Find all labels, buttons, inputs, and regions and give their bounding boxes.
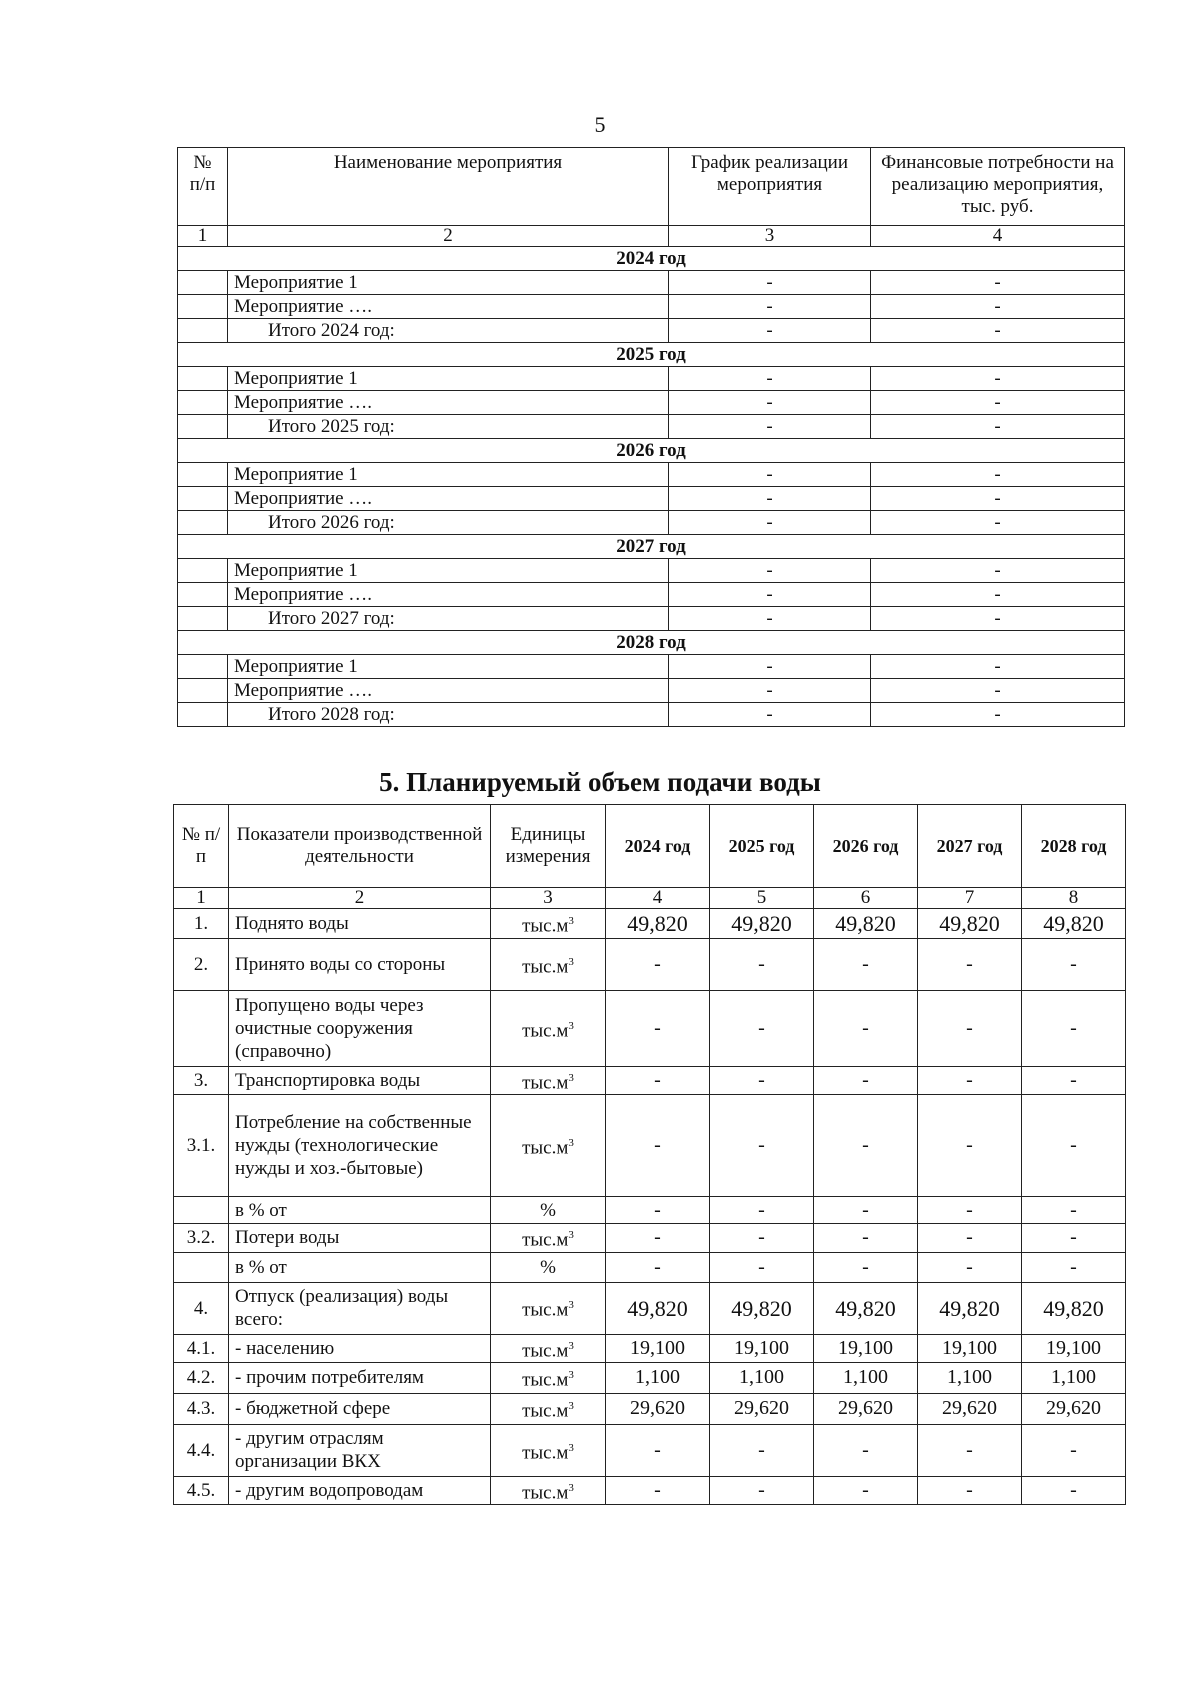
unit-superscript: 3	[568, 1229, 574, 1242]
schedule-value: -	[669, 463, 871, 487]
value-2028: -	[1022, 1424, 1126, 1476]
value-2025: -	[710, 1476, 814, 1504]
table-row	[178, 415, 1125, 439]
value-2028: 29,620	[1022, 1393, 1126, 1424]
finance-value: -	[871, 703, 1125, 727]
unit-cell	[491, 909, 606, 939]
value-2026: 19,100	[814, 1334, 918, 1362]
unit-cell	[491, 1476, 606, 1504]
value-2027: -	[918, 1224, 1022, 1252]
value-2026: 29,620	[814, 1393, 918, 1424]
activity-name: Итого 2028 год:	[228, 703, 669, 727]
table-row	[174, 991, 1126, 1067]
table-row	[178, 391, 1125, 415]
year-label: 2025 год	[178, 343, 1125, 367]
value-2025: -	[710, 1252, 814, 1282]
unit-cell	[491, 1393, 606, 1424]
row-index: 1.	[174, 909, 229, 939]
year-row	[178, 247, 1125, 271]
indicator-name: Поднято воды	[229, 909, 491, 939]
activity-name: Мероприятие ….	[228, 679, 669, 703]
table-row	[178, 463, 1125, 487]
row-number	[178, 319, 228, 343]
section-title: 5. Планируемый объем подачи воды	[379, 767, 821, 797]
table-row	[178, 607, 1125, 631]
table-row	[174, 1424, 1126, 1476]
schedule-value: -	[669, 415, 871, 439]
schedule-value: -	[669, 295, 871, 319]
value-2027: -	[918, 1424, 1022, 1476]
unit-base: тыс.м	[522, 1442, 569, 1464]
activity-name: Мероприятие 1	[228, 271, 669, 295]
value-2025: -	[710, 939, 814, 991]
value-2026: -	[814, 991, 918, 1067]
finance-value: -	[871, 295, 1125, 319]
activity-name: Мероприятие ….	[228, 487, 669, 511]
unit-cell	[491, 1067, 606, 1095]
activity-name: Итого 2024 год:	[228, 319, 669, 343]
finance-value: -	[871, 583, 1125, 607]
row-index: 4.5.	[174, 1476, 229, 1504]
value-2025: -	[710, 1067, 814, 1095]
column-number: 8	[1022, 888, 1126, 909]
schedule-value: -	[669, 367, 871, 391]
activity-name: Итого 2026 год:	[228, 511, 669, 535]
water-supply-table	[173, 804, 1126, 1505]
header-year-2024: 2024 год	[606, 805, 710, 888]
table-row	[174, 1362, 1126, 1393]
year-row	[178, 631, 1125, 655]
header-indicator: Показатели производственной деятельности	[229, 805, 491, 888]
table-row	[178, 367, 1125, 391]
schedule-value: -	[669, 655, 871, 679]
table-row	[178, 655, 1125, 679]
value-2024: 1,100	[606, 1362, 710, 1393]
value-2027: 29,620	[918, 1393, 1022, 1424]
row-index	[174, 991, 229, 1067]
value-2025: 19,100	[710, 1334, 814, 1362]
column-number: 2	[228, 226, 669, 247]
row-index: 4.2.	[174, 1362, 229, 1393]
value-2028: -	[1022, 1067, 1126, 1095]
value-2026: -	[814, 939, 918, 991]
value-2025: 49,820	[710, 1282, 814, 1334]
value-2024: -	[606, 939, 710, 991]
unit-text: %	[540, 1256, 556, 1278]
unit-cell	[491, 1334, 606, 1362]
value-2026: -	[814, 1252, 918, 1282]
value-2026: -	[814, 1095, 918, 1197]
table-row	[174, 1224, 1126, 1252]
indicator-name: Пропущено воды через очистные сооружения (справочно)	[229, 991, 491, 1067]
indicator-name: Потребление на собственные нужды (технологические нужды и хоз.-бытовые)	[229, 1095, 491, 1197]
unit-superscript: 3	[568, 1339, 574, 1352]
unit-base: тыс.м	[522, 956, 569, 978]
value-2027: 49,820	[918, 1282, 1022, 1334]
year-label: 2026 год	[178, 439, 1125, 463]
row-index: 4.4.	[174, 1424, 229, 1476]
activity-name: Мероприятие 1	[228, 655, 669, 679]
header-year-2025: 2025 год	[710, 805, 814, 888]
value-2027: -	[918, 991, 1022, 1067]
value-2025: 49,820	[710, 909, 814, 939]
activity-name: Мероприятие ….	[228, 583, 669, 607]
indicator-name: Отпуск (реализация) воды всего:	[229, 1282, 491, 1334]
column-number: 2	[229, 888, 491, 909]
indicator-name: - другим водопроводам	[229, 1476, 491, 1504]
unit-cell	[491, 1224, 606, 1252]
activity-name: Итого 2027 год:	[228, 607, 669, 631]
unit-cell	[491, 1095, 606, 1197]
column-number: 4	[606, 888, 710, 909]
table-row	[174, 939, 1126, 991]
value-2024: 49,820	[606, 909, 710, 939]
page-number: 5	[594, 112, 606, 137]
indicator-name: Потери воды	[229, 1224, 491, 1252]
table-row	[178, 511, 1125, 535]
finance-value: -	[871, 607, 1125, 631]
schedule-value: -	[669, 607, 871, 631]
value-2026: -	[814, 1197, 918, 1224]
header-unit: Единицы измерения	[491, 805, 606, 888]
row-number	[178, 415, 228, 439]
table-row	[178, 583, 1125, 607]
table-row	[174, 1252, 1126, 1282]
year-label: 2028 год	[178, 631, 1125, 655]
row-number	[178, 703, 228, 727]
header-number: № п/п	[178, 148, 228, 226]
finance-value: -	[871, 679, 1125, 703]
schedule-value: -	[669, 511, 871, 535]
row-index: 2.	[174, 939, 229, 991]
row-index: 4.1.	[174, 1334, 229, 1362]
value-2024: -	[606, 1252, 710, 1282]
row-index: 3.	[174, 1067, 229, 1095]
row-number	[178, 559, 228, 583]
row-number	[178, 367, 228, 391]
table-row	[174, 909, 1126, 939]
unit-base: тыс.м	[522, 1020, 569, 1042]
unit-superscript: 3	[568, 1072, 574, 1084]
row-index: 4.	[174, 1282, 229, 1334]
unit-text: %	[540, 1199, 556, 1221]
value-2025: 29,620	[710, 1393, 814, 1424]
value-2026: 49,820	[814, 1282, 918, 1334]
value-2025: -	[710, 1424, 814, 1476]
table-row	[174, 1282, 1126, 1334]
value-2028: -	[1022, 991, 1126, 1067]
value-2024: 29,620	[606, 1393, 710, 1424]
table-row	[178, 295, 1125, 319]
value-2027: -	[918, 1476, 1022, 1504]
activity-name: Мероприятие 1	[228, 367, 669, 391]
unit-cell	[491, 939, 606, 991]
year-label: 2024 год	[178, 247, 1125, 271]
column-number: 1	[174, 888, 229, 909]
finance-value: -	[871, 391, 1125, 415]
schedule-value: -	[669, 679, 871, 703]
unit-base: тыс.м	[522, 1072, 569, 1094]
table-row	[178, 319, 1125, 343]
column-number: 5	[710, 888, 814, 909]
value-2026: -	[814, 1424, 918, 1476]
value-2028: 49,820	[1022, 1282, 1126, 1334]
row-number	[178, 463, 228, 487]
value-2028: 1,100	[1022, 1362, 1126, 1393]
table-row	[174, 1067, 1126, 1095]
table-row	[174, 1334, 1126, 1362]
value-2024: -	[606, 1197, 710, 1224]
value-2026: -	[814, 1224, 918, 1252]
header-schedule: График реализации мероприятия	[669, 148, 871, 226]
header-year-2028: 2028 год	[1022, 805, 1126, 888]
activity-name: Мероприятие ….	[228, 295, 669, 319]
header-year-2027: 2027 год	[918, 805, 1022, 888]
indicator-name: в % от	[229, 1197, 491, 1224]
schedule-value: -	[669, 319, 871, 343]
header-number: № п/п	[174, 805, 229, 888]
value-2024: -	[606, 991, 710, 1067]
value-2028: -	[1022, 1476, 1126, 1504]
table-row	[174, 1393, 1126, 1424]
value-2028: -	[1022, 1252, 1126, 1282]
year-row	[178, 343, 1125, 367]
finance-value: -	[871, 319, 1125, 343]
column-number-row	[178, 226, 1125, 247]
unit-cell	[491, 991, 606, 1067]
column-number: 4	[871, 226, 1125, 247]
finance-value: -	[871, 559, 1125, 583]
unit-superscript: 3	[568, 914, 574, 927]
finance-value: -	[871, 487, 1125, 511]
row-index: 3.1.	[174, 1095, 229, 1197]
unit-base: тыс.м	[522, 1299, 569, 1321]
indicator-name: - прочим потребителям	[229, 1362, 491, 1393]
column-number: 6	[814, 888, 918, 909]
header-year-2026: 2026 год	[814, 805, 918, 888]
value-2026: -	[814, 1067, 918, 1095]
value-2028: -	[1022, 1197, 1126, 1224]
unit-base: тыс.м	[522, 915, 569, 937]
activity-name: Мероприятие 1	[228, 559, 669, 583]
finance-value: -	[871, 655, 1125, 679]
unit-cell	[491, 1362, 606, 1393]
value-2026: -	[814, 1476, 918, 1504]
table-row	[178, 679, 1125, 703]
indicator-name: в % от	[229, 1252, 491, 1282]
schedule-value: -	[669, 487, 871, 511]
column-number: 7	[918, 888, 1022, 909]
row-index: 3.2.	[174, 1224, 229, 1252]
value-2028: -	[1022, 1095, 1126, 1197]
value-2025: -	[710, 1197, 814, 1224]
schedule-value: -	[669, 703, 871, 727]
unit-cell	[491, 1424, 606, 1476]
finance-value: -	[871, 271, 1125, 295]
unit-cell	[491, 1197, 606, 1224]
unit-superscript: 3	[568, 1137, 574, 1150]
table-row	[178, 559, 1125, 583]
table-row	[174, 1095, 1126, 1197]
value-2027: -	[918, 939, 1022, 991]
unit-base: тыс.м	[522, 1482, 569, 1504]
value-2027: -	[918, 1252, 1022, 1282]
schedule-value: -	[669, 559, 871, 583]
value-2025: -	[710, 1095, 814, 1197]
value-2027: -	[918, 1095, 1022, 1197]
value-2025: -	[710, 991, 814, 1067]
value-2025: -	[710, 1224, 814, 1252]
table-row	[178, 703, 1125, 727]
value-2024: 49,820	[606, 1282, 710, 1334]
header-finance: Финансовые потребности на реализацию мероприятия, тыс. руб.	[871, 148, 1125, 226]
year-row	[178, 439, 1125, 463]
value-2024: -	[606, 1424, 710, 1476]
indicator-name: Принято воды со стороны	[229, 939, 491, 991]
indicator-name: - бюджетной сфере	[229, 1393, 491, 1424]
schedule-value: -	[669, 391, 871, 415]
finance-value: -	[871, 415, 1125, 439]
row-number	[178, 655, 228, 679]
column-number: 3	[491, 888, 606, 909]
unit-base: тыс.м	[522, 1137, 569, 1159]
column-number: 3	[669, 226, 871, 247]
value-2024: -	[606, 1067, 710, 1095]
header-activity-name: Наименование мероприятия	[228, 148, 669, 226]
row-index	[174, 1252, 229, 1282]
unit-base: тыс.м	[522, 1369, 569, 1391]
value-2027: -	[918, 1067, 1022, 1095]
unit-superscript: 3	[568, 1019, 574, 1032]
table-row	[178, 487, 1125, 511]
value-2027: 49,820	[918, 909, 1022, 939]
row-number	[178, 271, 228, 295]
table-row	[178, 271, 1125, 295]
finance-value: -	[871, 367, 1125, 391]
unit-superscript: 3	[568, 955, 574, 968]
row-number	[178, 679, 228, 703]
value-2027: -	[918, 1197, 1022, 1224]
value-2028: -	[1022, 1224, 1126, 1252]
column-number: 1	[178, 226, 228, 247]
value-2028: 19,100	[1022, 1334, 1126, 1362]
row-number	[178, 487, 228, 511]
value-2027: 19,100	[918, 1334, 1022, 1362]
value-2027: 1,100	[918, 1362, 1022, 1393]
unit-superscript: 3	[568, 1400, 574, 1413]
unit-base: тыс.м	[522, 1339, 569, 1361]
row-number	[178, 391, 228, 415]
schedule-value: -	[669, 583, 871, 607]
row-number	[178, 607, 228, 631]
value-2025: 1,100	[710, 1362, 814, 1393]
activity-name: Мероприятие ….	[228, 391, 669, 415]
indicator-name: - населению	[229, 1334, 491, 1362]
table-row	[174, 1476, 1126, 1504]
schedule-value: -	[669, 271, 871, 295]
indicator-name: Транспортировка воды	[229, 1067, 491, 1095]
row-index	[174, 1197, 229, 1224]
finance-value: -	[871, 463, 1125, 487]
row-number	[178, 511, 228, 535]
value-2028: -	[1022, 939, 1126, 991]
column-number-row	[174, 888, 1126, 909]
unit-base: тыс.м	[522, 1400, 569, 1422]
row-number	[178, 295, 228, 319]
unit-base: тыс.м	[522, 1229, 569, 1251]
value-2024: -	[606, 1224, 710, 1252]
value-2024: 19,100	[606, 1334, 710, 1362]
row-number	[178, 583, 228, 607]
value-2024: -	[606, 1476, 710, 1504]
unit-superscript: 3	[568, 1481, 574, 1494]
unit-superscript: 3	[568, 1299, 574, 1312]
value-2024: -	[606, 1095, 710, 1197]
activity-name: Мероприятие 1	[228, 463, 669, 487]
activities-table	[177, 147, 1125, 727]
finance-value: -	[871, 511, 1125, 535]
value-2026: 49,820	[814, 909, 918, 939]
value-2026: 1,100	[814, 1362, 918, 1393]
year-row	[178, 535, 1125, 559]
row-index: 4.3.	[174, 1393, 229, 1424]
year-label: 2027 год	[178, 535, 1125, 559]
unit-cell	[491, 1282, 606, 1334]
unit-superscript: 3	[568, 1369, 574, 1382]
unit-cell	[491, 1252, 606, 1282]
value-2028: 49,820	[1022, 909, 1126, 939]
indicator-name: - другим отраслям организации ВКХ	[229, 1424, 491, 1476]
activity-name: Итого 2025 год:	[228, 415, 669, 439]
unit-superscript: 3	[568, 1441, 574, 1454]
table-row	[174, 1197, 1126, 1224]
